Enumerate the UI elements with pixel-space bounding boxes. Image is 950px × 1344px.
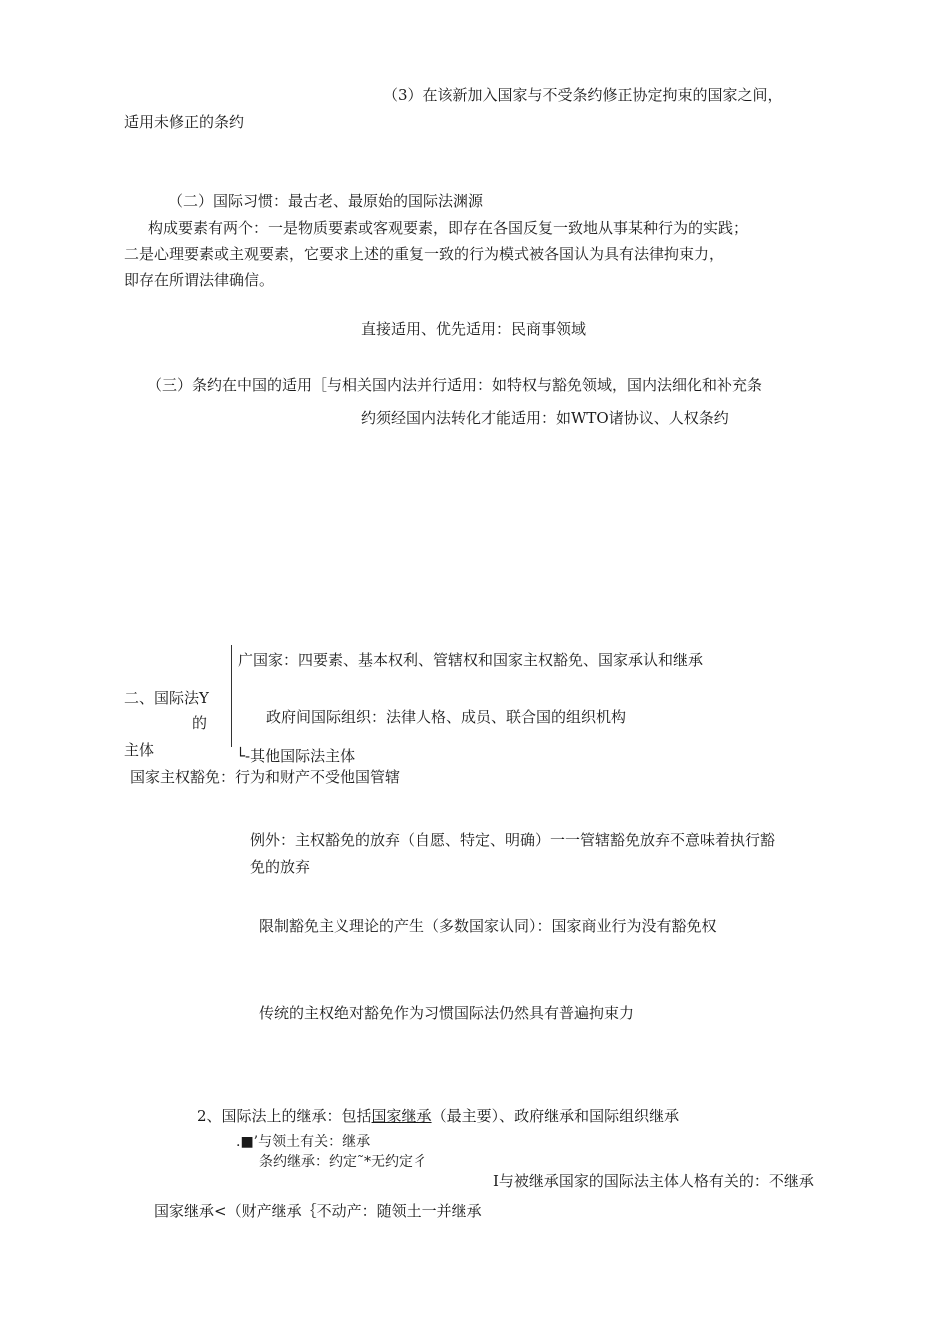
treaty-direct-application: 直接适用、优先适用：民商事领域 bbox=[361, 320, 587, 338]
subject-intergov-org: 政府间国际组织：法律人格、成员、联合国的组织机构 bbox=[266, 708, 627, 726]
succession-heading bbox=[197, 1106, 679, 1126]
succession-treaty: 条约继承：约定˜*无约定彳 bbox=[259, 1154, 427, 1170]
subject-other: └-其他国际法主体 bbox=[236, 747, 356, 765]
subjects-label-b: 的 bbox=[192, 714, 208, 732]
treaty-note-line1: （3）在该新加入国家与不受条约修正协定拘束的国家之间， bbox=[383, 86, 783, 104]
succession-heading-pre: 2、国际法上的继承：包括 bbox=[197, 1107, 372, 1125]
succession-personality: I与被继承国家的国际法主体人格有关的：不继承 bbox=[493, 1172, 814, 1190]
immunity-exception-line2: 免的放弃 bbox=[250, 858, 311, 876]
immunity-exception-line1: 例外：主权豁免的放弃（自愿、特定、明确）一一管辖豁免放弃不意味着执行豁 bbox=[250, 831, 776, 849]
immunity-main: 国家主权豁免：行为和财产不受他国管辖 bbox=[130, 768, 401, 786]
custom-line1: 构成要素有两个：一是物质要素或客观要素，即存在各国反复一致地从事某种行为的实践； bbox=[148, 219, 749, 237]
custom-line3: 即存在所谓法律确信。 bbox=[124, 271, 275, 289]
treaty-note-line2: 适用未修正的条约 bbox=[124, 113, 245, 131]
custom-heading: （二）国际习惯：最古老、最原始的国际法渊源 bbox=[168, 192, 484, 210]
succession-territory: .■’与领土有关：继承 bbox=[236, 1134, 371, 1150]
succession-heading-state: 国家继承 bbox=[371, 1107, 432, 1125]
subject-state: 广国家：四要素、基本权利、管辖权和国家主权豁免、国家承认和继承 bbox=[238, 651, 704, 669]
immunity-traditional: 传统的主权绝对豁免作为习惯国际法仍然具有普遍拘束力 bbox=[259, 1004, 635, 1022]
treaty-transform-application: 约须经国内法转化才能适用：如WTO诸协议、人权条约 bbox=[361, 409, 729, 427]
succession-property: 国家继承<（财产继承｛不动产：随领土一并继承 bbox=[154, 1202, 482, 1220]
subjects-bracket bbox=[231, 645, 232, 747]
custom-line2: 二是心理要素或主观要素，它要求上述的重复一致的行为模式被各国认为具有法律拘束力， bbox=[124, 245, 725, 263]
subjects-label-c: 主体 bbox=[124, 741, 155, 759]
treaty-china-heading: （三）条约在中国的适用［与相关国内法并行适用：如特权与豁免领域，国内法细化和补充条 bbox=[147, 376, 763, 394]
immunity-restrictive: 限制豁免主义理论的产生（多数国家认同）：国家商业行为没有豁免权 bbox=[259, 917, 717, 935]
subjects-label-a: 二、国际法Y bbox=[124, 689, 209, 707]
succession-heading-post: （最主要）、政府继承和国际组织继承 bbox=[431, 1107, 680, 1125]
